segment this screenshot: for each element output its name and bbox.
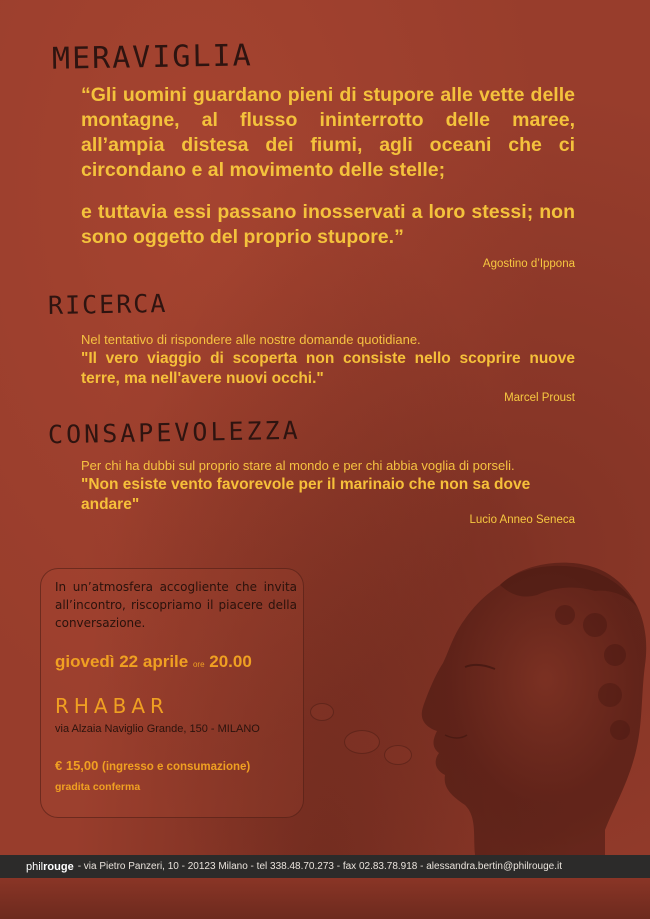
- footer-contacts: via Pietro Panzeri, 10 - 20123 Milano - tel 338.48.70.273 - fax 02.83.78.918 - alessandra.bertin@philrouge.it: [83, 861, 563, 872]
- event-time: 20.00: [209, 652, 252, 671]
- contact-details: [78, 861, 562, 872]
- author-proust: Marcel Proust: [504, 392, 575, 404]
- brand-logo: [26, 861, 74, 873]
- event-price: [55, 758, 250, 773]
- bubble-tail-dot: [344, 730, 380, 754]
- event-date: [55, 652, 252, 672]
- price-note: (ingresso e consumazione): [102, 761, 251, 773]
- brand-light: phil: [26, 860, 44, 873]
- quote-agostino-part1: “Gli uomini guardano pieni di stupore alle vette delle montagne, al flusso ininterrotto delle maree, all’ampia distesa dei fiumi, agli oceani che ci circondano e al movimento delle stelle;: [81, 84, 575, 181]
- event-time-prefix: ore: [192, 660, 205, 669]
- price-amount: € 15,00: [55, 758, 99, 773]
- heading-consapevolezza: CONSAPEVOLEZZA: [47, 415, 301, 450]
- bubble-tail-dot: [384, 745, 412, 765]
- event-description: In un’atmosfera accogliente che invita all’incontro, riscopriamo il piacere della conversazione.: [55, 580, 297, 630]
- statue-head-illustration: [405, 555, 650, 855]
- footer-separator: -: [77, 861, 84, 872]
- quote-agostino-part2: e tuttavia essi passano inosservati a loro stessi; non sono oggetto del proprio stupore.”: [81, 201, 575, 248]
- venue-address: via Alzaia Naviglio Grande, 150 - MILANO: [55, 723, 260, 735]
- venue-name: RHABAR: [55, 694, 169, 718]
- quote-seneca: "Non esiste vento favorevole per il marinaio che non sa dove andare": [81, 476, 531, 513]
- footer-bar: [0, 855, 650, 878]
- confirmation-note: gradita conferma: [55, 781, 141, 793]
- bubble-tail-dot: [310, 703, 334, 721]
- event-date-text: giovedì 22 aprile: [55, 652, 189, 671]
- quote-proust: "Il vero viaggio di scoperta non consiste nello scoprire nuove terre, ma nell'avere nuovi occhi.": [81, 350, 575, 387]
- author-agostino: Agostino d’Ippona: [482, 258, 575, 270]
- author-seneca: Lucio Anneo Seneca: [469, 514, 575, 526]
- heading-meraviglia: MERAVIGLIA: [51, 38, 253, 77]
- bottom-strip: [0, 878, 650, 919]
- intro-ricerca: Nel tentativo di rispondere alle nostre domande quotidiane.: [81, 332, 421, 347]
- heading-ricerca: RICERCA: [47, 288, 168, 321]
- brand-bold: rouge: [43, 860, 74, 873]
- intro-consapevolezza: Per chi ha dubbi sul proprio stare al mondo e per chi abbia voglia di porseli.: [81, 458, 515, 473]
